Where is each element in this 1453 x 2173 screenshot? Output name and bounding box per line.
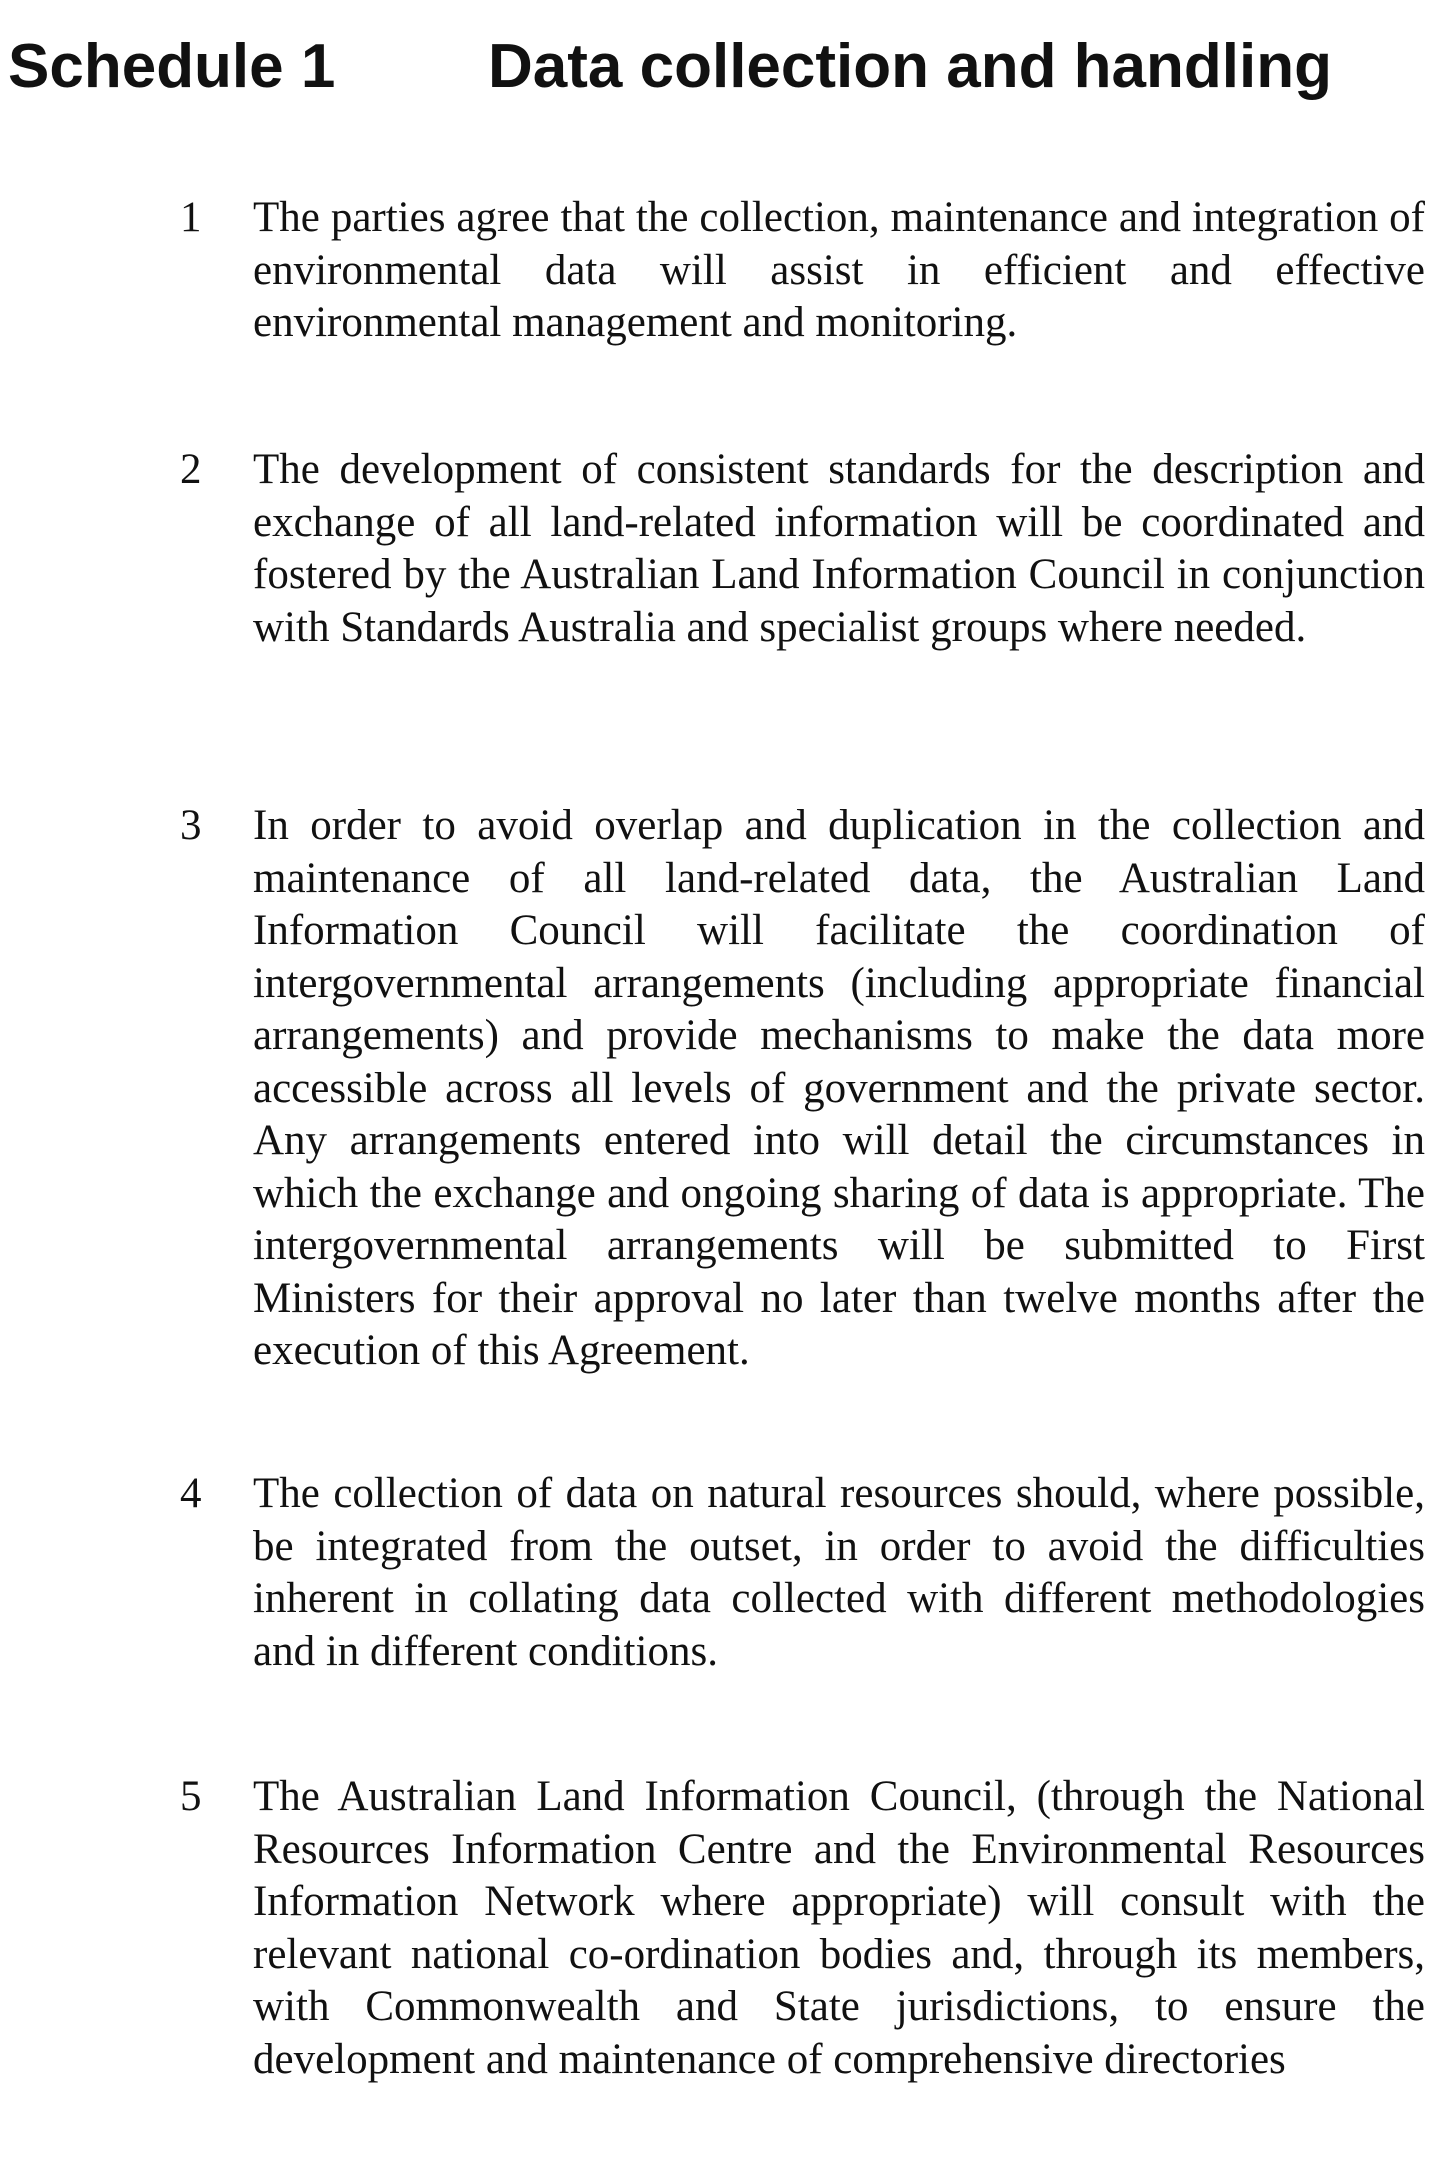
- clause-number: 1: [180, 194, 202, 241]
- clause-text: In order to avoid overlap and duplication in the collection and maintenance of all land-related data, the Australian Land Information Council will facilitate the coordination of intergovernmental arrangements (including appropriate financial arrangements) and provide mechanisms to make the data more accessible across all levels of government and the private sector. Any arrangements entered into will detail the circumstances in which the exchange and ongoing sharing of data is appropriate. The intergovernmental arrangements will be submitted to First Ministers for their approval no later than twelve months after the execution of this Agreement.: [253, 802, 1425, 1374]
- clause-number: 3: [180, 802, 202, 849]
- clause-3: [180, 800, 1425, 1378]
- clause-text: The development of consistent standards for the description and exchange of all land-related information will be coordinated and fostered by the Australian Land Information Council in conjunction with Standards Australia and specialist groups where needed.: [253, 446, 1425, 651]
- clause-1: [180, 192, 1425, 350]
- clause-4: [180, 1468, 1425, 1678]
- clause-number: 5: [180, 1773, 202, 1820]
- schedule-heading: [8, 22, 1428, 112]
- clause-2: [180, 444, 1425, 654]
- clause-number: 4: [180, 1470, 202, 1517]
- clause-5: [180, 1771, 1425, 2086]
- schedule-label: Schedule 1: [8, 32, 336, 101]
- clause-text: The collection of data on natural resources should, where possible, be integrated from the outset, in order to avoid the difficulties inherent in collating data collected with different methodologies and in different conditions.: [253, 1470, 1425, 1675]
- clause-text: The Australian Land Information Council, (through the National Resources Information Centre and the Environmental Resources Information Network where appropriate) will consult with the relevant national co-ordination bodies and, through its members, with Commonwealth and State jurisdictions, to ensure the development and maintenance of comprehensive directories: [253, 1773, 1425, 2083]
- clause-text: The parties agree that the collection, maintenance and integration of environmental data will assist in efficient and effective environmental management and monitoring.: [253, 194, 1425, 346]
- schedule-title: Data collection and handling: [488, 32, 1332, 101]
- clause-number: 2: [180, 446, 202, 493]
